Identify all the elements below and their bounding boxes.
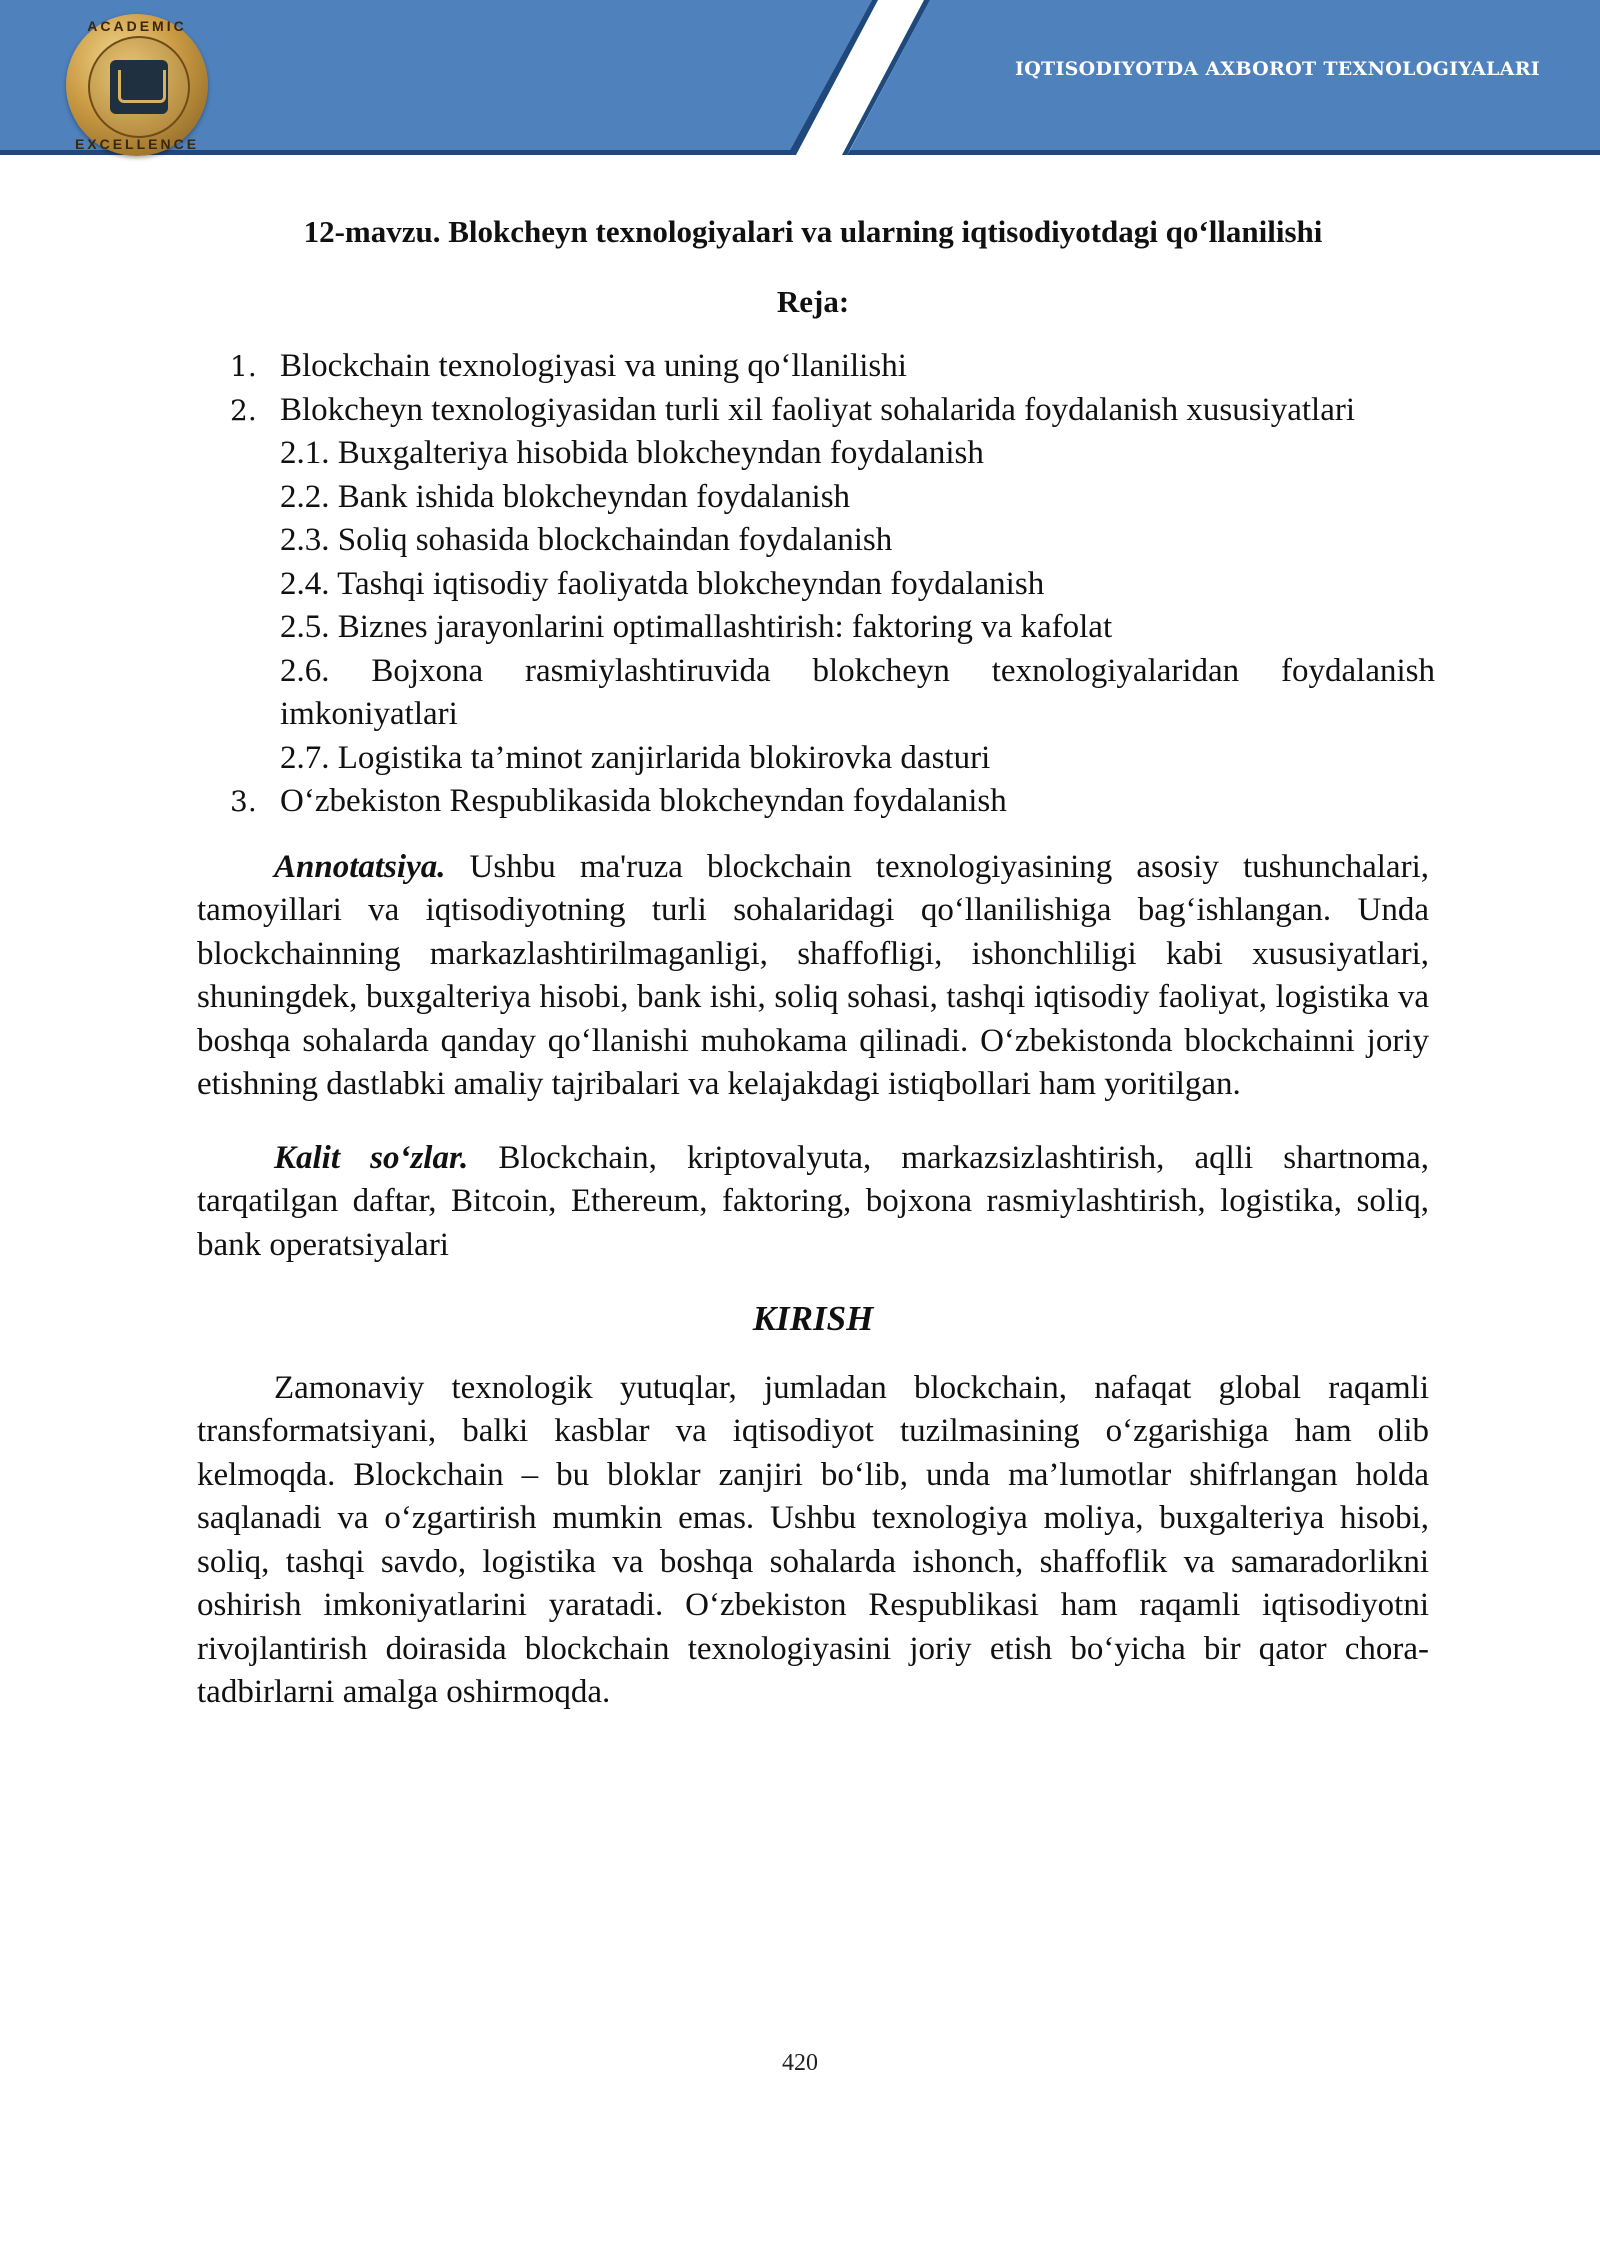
- plan-list: [197, 345, 1435, 824]
- intro-paragraph: Zamonaviy texnologik yutuqlar, jumladan blockchain, nafaqat global raqamli transformatsiyani, balki kasblar va iqtisodiyot tuzilmasining o‘zgarishiga ham olib kelmoqda. Blockchain – bu bloklar zanjiri bo‘lib, unda ma’lumotlar shifrlangan holda saqlanadi va o‘zgartirish mumkin emas. Ushbu texnologiya moliya, buxgalteriya hisobi, soliq, tashqi savdo, logistika va boshqa sohalarda ishonch, shaffoflik va samaradorlikni oshirish imkoniyatlarini yaratadi. O‘zbekiston Respublikasi ham raqamli iqtisodiyotni rivojlantirish doirasida blockchain texnologiyasini joriy etish bo‘yicha bir qator chora-tadbirlarni amalga oshirmoqda.: [197, 1369, 1429, 1710]
- page-number: 420: [782, 2050, 818, 2076]
- plan-subitem: 2.3. Soliq sohasida blockchaindan foydalanish: [280, 522, 893, 558]
- keywords-text: Blockchain, kriptovalyuta, markazsizlashtirish, aqlli shartnoma, tarqatilgan daftar, Bitcoin, Ethereum, faktoring, bojxona rasmiylashtirish, logistika, soliq, bank operatsiyalari: [197, 1139, 1429, 1263]
- plan-item: 3. O‘zbekiston Respublikasida blokcheyndan foydalanish: [230, 783, 1007, 819]
- header-band-shape: [0, 0, 1600, 160]
- annotation-paragraph: [197, 846, 1429, 1107]
- topic-title: 12-mavzu. Blokcheyn texnologiyalari va ularning iqtisodiyotdagi qo‘llanilishi: [303, 214, 1323, 249]
- plan-subitem: 2.6. Bojxona rasmiylashtiruvida blokcheyn texnologiyalaridan foydalanish imkoniyatlari: [280, 652, 1435, 732]
- annotation-text: Ushbu ma'ruza blockchain texnologiyasining asosiy tushunchalari, tamoyillari va iqtisodiyotning turli sohalaridagi qo‘llanilishiga bag‘ishlangan. Unda blockchainning markazlashtirilmaganligi, shaffofligi, ishonchliligi kabi xususiyatlari, shuningdek, buxgalteriya hisobi, bank ishi, soliq sohasi, tashqi iqtisodiy faoliyat, logistika va boshqa sohalarda qanday qo‘llanishi muhokama qilinadi. O‘zbekistonda blockchainni joriy etishning dastlabki amaliy tajribalari va kelajakdagi istiqbollari ham yoritilgan.: [197, 848, 1429, 1102]
- plan-item: 2. Blokcheyn texnologiyasidan turli xil faoliyat sohalarida foydalanish xususiyatlari: [230, 391, 1356, 428]
- annotation-label: Annotatsiya.: [274, 848, 446, 885]
- keywords-label: Kalit so‘zlar.: [274, 1139, 469, 1176]
- plan-subitem: 2.4. Tashqi iqtisodiy faoliyatda blokcheyndan foydalanish: [280, 565, 1045, 602]
- plan-subitem: 2.2. Bank ishida blokcheyndan foydalanish: [280, 478, 851, 515]
- logo-top-text: ACADEMIC: [87, 18, 187, 34]
- plan-title: Reja:: [776, 283, 850, 319]
- academic-excellence-logo: [66, 14, 208, 156]
- keywords-paragraph: [197, 1137, 1429, 1268]
- page-content: [197, 210, 1435, 1745]
- plan-item: 1. Blockchain texnologiyasi va uning qo‘llanilishi: [230, 348, 907, 384]
- running-header-title: IQTISODIYOTDA AXBOROT TEXNOLOGIYALARI: [1015, 58, 1540, 80]
- logo-inner-ring: [88, 36, 190, 138]
- intro-heading: KIRISH: [752, 1299, 874, 1338]
- plan-subitem: 2.1. Buxgalteriya hisobida blokcheyndan foydalanish: [280, 435, 984, 471]
- plan-subitem: 2.5. Biznes jarayonlarini optimallashtirish: faktoring va kafolat: [280, 609, 1113, 645]
- book-emblem-icon: [110, 60, 168, 114]
- header-banner: [0, 0, 1600, 160]
- plan-subitem: 2.7. Logistika ta’minot zanjirlarida blokirovka dasturi: [280, 739, 991, 776]
- logo-bottom-text: EXCELLENCE: [74, 136, 200, 152]
